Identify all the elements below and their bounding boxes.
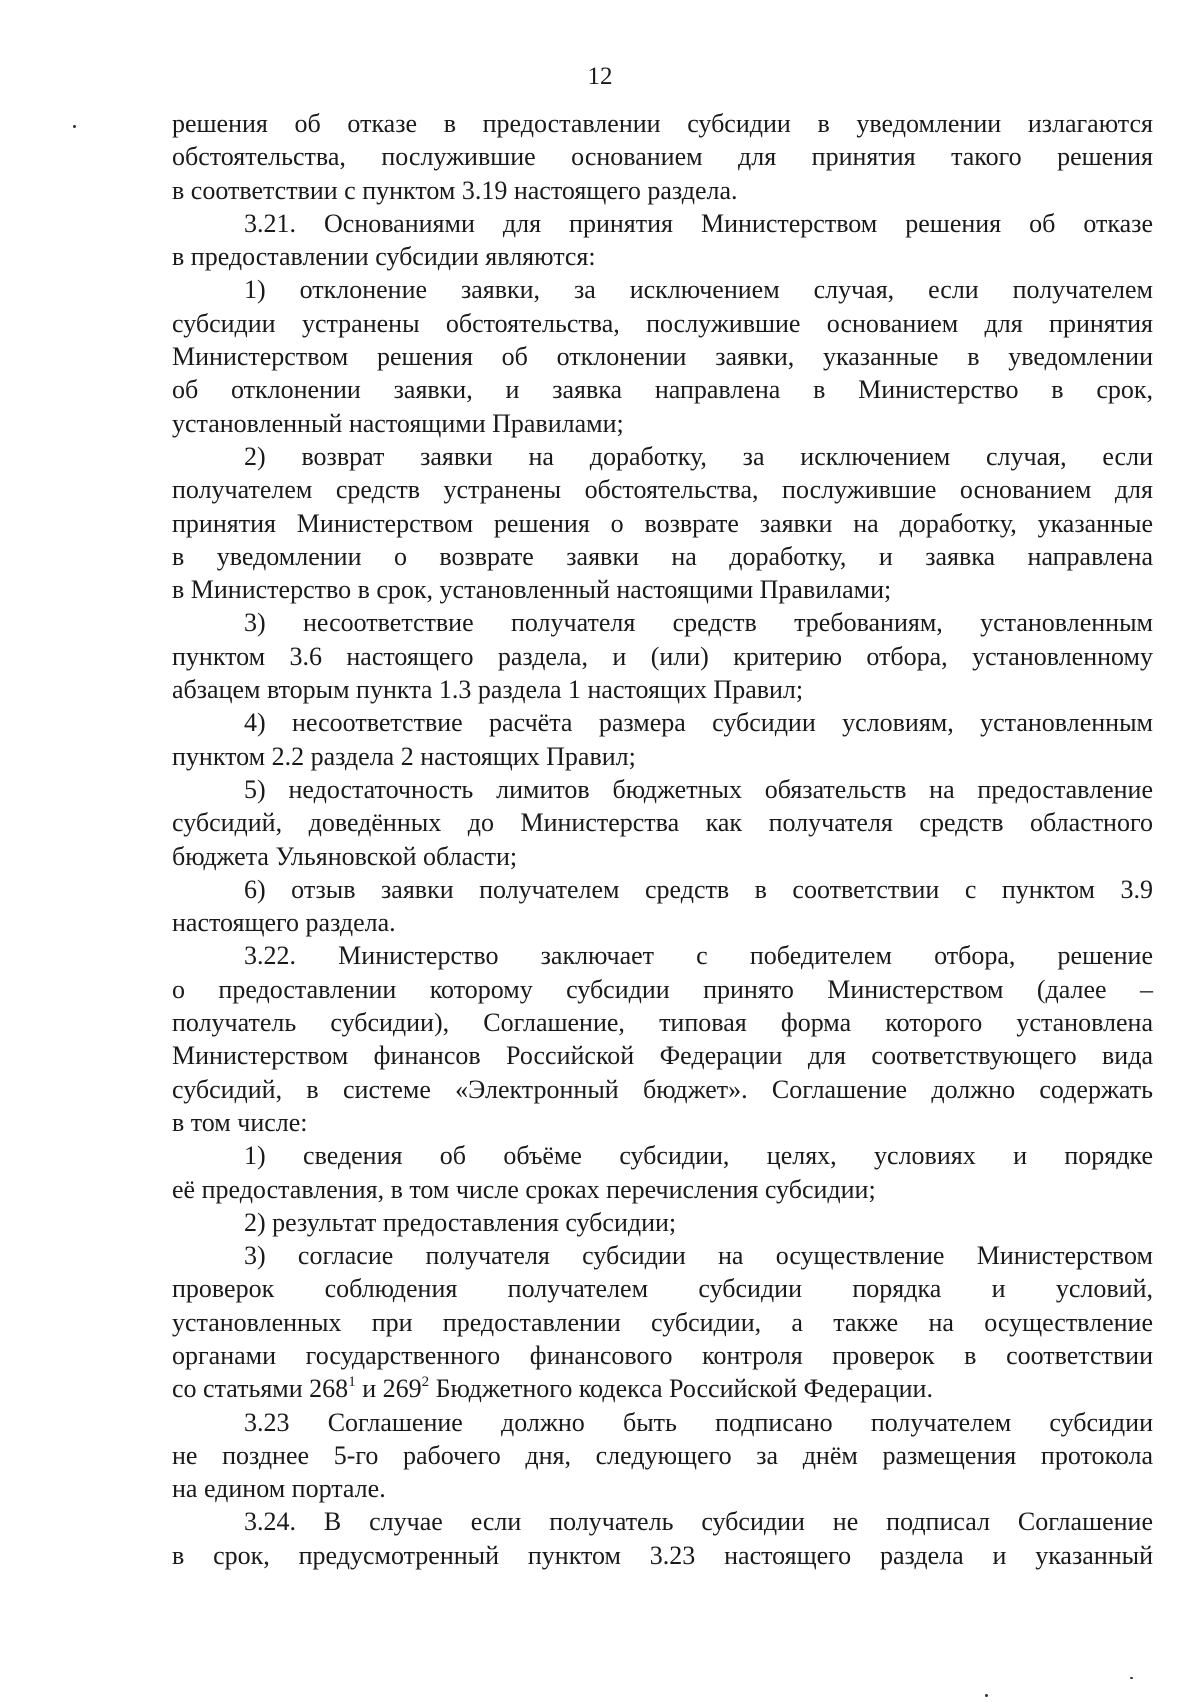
text-line: органами государственного финансового контроля проверок в соответствии (172, 1340, 1153, 1370)
text-line: обстоятельства, послужившие основанием для принятия такого решения (172, 142, 1153, 172)
page-number: 12 (587, 63, 613, 90)
text-line: 2) результат предоставления субсидии; (244, 1207, 677, 1237)
text-line: Министерством финансов Российской Федерации для соответствующего вида (172, 1041, 1153, 1071)
text-line: 2) возврат заявки на доработку, за исключением случая, если (244, 441, 1153, 471)
text-line (172, 1372, 1153, 1405)
text-line: проверок соблюдения получателем субсидии порядка и условий, (172, 1274, 1153, 1304)
superscript: 1 (348, 1374, 356, 1391)
text-line: об отклонении заявки, и заявка направлена в Министерство в срок, (172, 375, 1153, 405)
text-fragment: и 269 (355, 1374, 422, 1404)
text-line: в уведомлении о возврате заявки на доработку, и заявка направлена (172, 541, 1153, 571)
scan-speck (1130, 1677, 1133, 1679)
text-line: субсидий, в системе «Электронный бюджет». Соглашение должно содержать (172, 1074, 1153, 1104)
text-line: субсидий, доведённых до Министерства как получателя средств областного (172, 808, 1153, 838)
text-line: 3.24. В случае если получатель субсидии не подписал Соглашение (244, 1507, 1153, 1537)
text-line: бюджета Ульяновской области; (172, 841, 518, 871)
text-line: установленных при предоставлении субсидии, а также на осуществление (172, 1307, 1153, 1337)
text-line: не позднее 5-го рабочего дня, следующего за днём размещения протокола (172, 1440, 1153, 1470)
superscript: 2 (421, 1374, 430, 1391)
scan-speck (985, 1694, 988, 1697)
scan-speck (73, 125, 76, 128)
text-line: в соответствии с пунктом 3.19 настоящего раздела. (172, 175, 738, 205)
text-line: 4) несоответствие расчёта размера субсидии условиям, установленным (244, 708, 1153, 738)
text-line: 3) несоответствие получателя средств требованиям, установленным (244, 608, 1153, 638)
text-line: в Министерство в срок, установленный настоящими Правилами; (172, 575, 892, 605)
text-line: принятия Министерством решения о возврате заявки на доработку, указанные (172, 508, 1153, 538)
text-line: установленный настоящими Правилами; (172, 408, 624, 438)
text-line: абзацем вторым пункта 1.3 раздела 1 настоящих Правил; (172, 675, 804, 705)
text-line: пунктом 2.2 раздела 2 настоящих Правил; (172, 741, 636, 771)
document-body (172, 107, 1153, 1572)
text-line: субсидии устранены обстоятельства, послужившие основанием для принятия (172, 308, 1153, 338)
text-line: пунктом 3.6 настоящего раздела, и (или) критерию отбора, установленному (172, 641, 1153, 671)
text-line: в предоставлении субсидии являются: (172, 242, 596, 272)
text-line: решения об отказе в предоставлении субсидии в уведомлении излагаются (172, 109, 1153, 138)
text-line: Министерством решения об отклонении заявки, указанные в уведомлении (172, 342, 1153, 372)
text-line: 5) недостаточность лимитов бюджетных обязательств на предоставление (244, 774, 1153, 804)
text-line: о предоставлении которому субсидии принято Министерством (далее – (172, 974, 1153, 1004)
text-line: 3.21. Основаниями для принятия Министерством решения об отказе (244, 208, 1153, 238)
text-line: настоящего раздела. (172, 908, 396, 938)
text-line: 1) отклонение заявки, за исключением случая, если получателем (244, 275, 1153, 305)
text-fragment: со статьями 268 (172, 1374, 349, 1404)
text-line: 3.22. Министерство заключает с победителем отбора, решение (244, 941, 1153, 971)
text-line: 1) сведения об объёме субсидии, целях, условиях и порядке (244, 1141, 1153, 1171)
text-line: 6) отзыв заявки получателем средств в соответствии с пунктом 3.9 (244, 874, 1153, 904)
text-line: в том числе: (172, 1107, 308, 1137)
text-line: в срок, предусмотренный пунктом 3.23 настоящего раздела и указанный (172, 1540, 1153, 1570)
text-line: получателем средств устранены обстоятельства, послужившие основанием для (172, 475, 1153, 505)
text-fragment: Бюджетного кодекса Российской Федерации. (429, 1374, 933, 1404)
text-line: её предоставления, в том числе сроках перечисления субсидии; (172, 1174, 876, 1204)
text-line: 3.23 Соглашение должно быть подписано получателем субсидии (244, 1407, 1153, 1437)
text-line: получатель субсидии), Соглашение, типовая форма которого установлена (172, 1008, 1153, 1038)
text-line: на едином портале. (172, 1474, 386, 1504)
text-line: 3) согласие получателя субсидии на осуществление Министерством (244, 1241, 1153, 1271)
